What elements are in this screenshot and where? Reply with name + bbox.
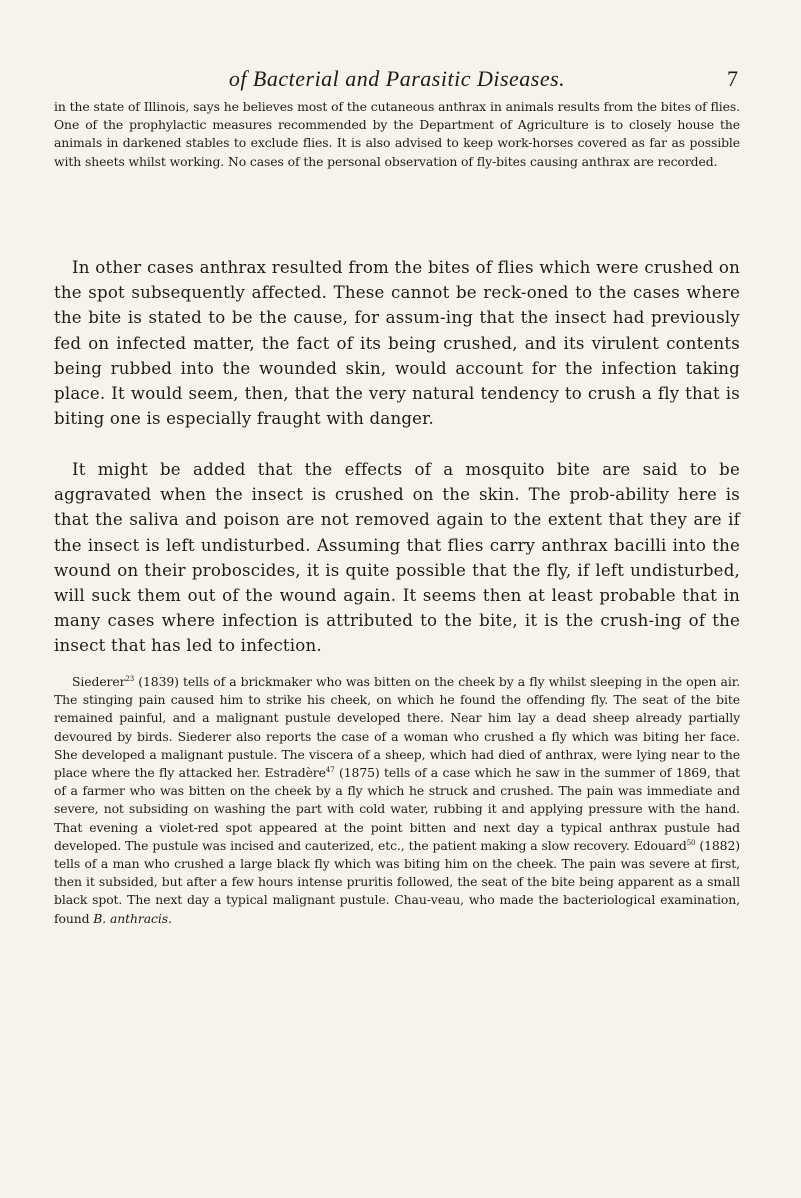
reference-number: 23 xyxy=(125,675,135,683)
reference-number: 47 xyxy=(325,766,335,775)
author-siederer: Siederer xyxy=(72,674,126,689)
running-head xyxy=(54,66,740,96)
paragraph-case-reports xyxy=(54,673,740,928)
author-estradere: Estradère xyxy=(264,765,326,781)
running-title: of Bacterial and Parasitic Diseases. xyxy=(228,66,566,91)
case-text: (1882) tells of a man who crushed a large black fly which was biting him on the cheek. The pain was severe at first, then it subsided, but after a few hours intense pruritis followed, the seat of the bite being apparent as a small black spot. The next day a typical malignant pustule. Chau-veau, who made the bacteriological examination, found xyxy=(54,837,740,926)
author-edouard: Edouard xyxy=(633,837,687,853)
page-number: 7 xyxy=(727,66,738,91)
reference-number: 50 xyxy=(686,838,696,847)
case-text: (1839) tells of a brickmaker who was bitten on the cheek by a fly whilst sleeping in the open air. The stinging pain caused him to strike his cheek, on which he found the offending fly. The seat of the bite remained painful, and a malignant pustule developed there. Near him lay a dead sheep already partially devoured by birds. Siederer also reports the case of a woman who crushed a fly which was biting her face. She developed a malignant pustule. The viscera of a sheep, which had died of anthrax, were lying near to the place where the fly attacked her. xyxy=(54,674,740,781)
paragraph-crushed-flies: In other cases anthrax resulted from the bites of flies which were crushed on the spot subsequently affected. These cannot be reck-oned to the cases where the bite is stated to be the cause, for assum-ing that the insect had previously fed on infected matter, the fact of its being crushed, and its virulent contents being rubbed into the wounded skin, would account for the infection taking place. It would seem, then, that the very natural tendency to crush a fly that is biting one is especially fraught with danger. xyxy=(54,258,740,429)
case-text: (1875) tells of a case which he saw in the summer of 1869, that of a farmer who was bitten on the cheek by a fly which he struck and crushed. The pain was immediate and severe, not subsiding on washing the part with cold water, rubbing it and applying pressure with the hand. That evening a violet-red spot appeared at the point bitten and next day a typical anthrax pustule had developed. The pustule was incised and cauterized, etc., the patient making a slow recovery. xyxy=(54,765,741,853)
paragraph-mosquito-bite: It might be added that the effects of a mosquito bite are said to be aggravated when the insect is crushed on the skin. The prob-ability here is that the saliva and poison are not removed again to the extent that they are if the insect is left undisturbed. Assuming that flies carry anthrax bacilli into the wound on their proboscides, it is quite possible that the fly, if left undisturbed, will suck them out of the wound again. It seems then at least probable that in many cases where infection is attributed to the bite, it is the crush-ing of the insect that has led to infection. xyxy=(54,460,740,656)
paragraph-small-print-1: in the state of Illinois, says he believes most of the cutaneous anthrax in animals results from the bites of flies. One of the prophylactic measures recommended by the Department of Agriculture is to closely house the animals in darkened stables to exclude flies. It is also advised to keep work-horses covered as far as possible with sheets whilst working. No cases of the personal observation of fly-bites causing anthrax are recorded. xyxy=(54,99,740,169)
sentence-end: . xyxy=(167,910,172,926)
organism-name: B. anthracis xyxy=(93,910,168,926)
